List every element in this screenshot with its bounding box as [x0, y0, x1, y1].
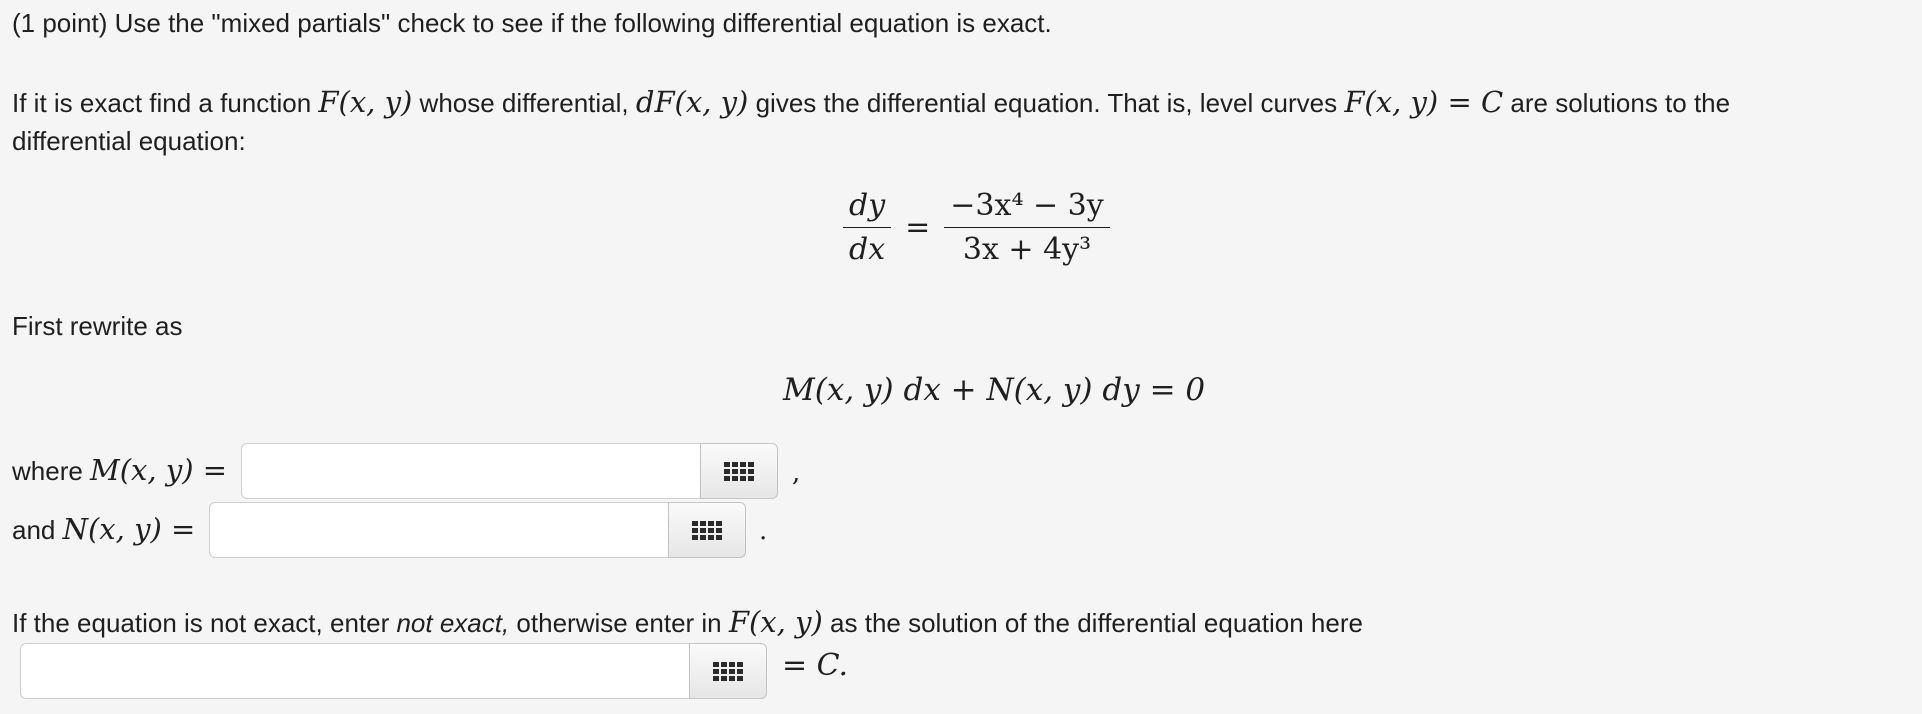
- problem-intro: (1 point) Use the "mixed partials" check to see if the following differential equation is exact.: [12, 8, 1052, 38]
- lhs-fraction: $\frac{dy}{dx}$: [843, 188, 891, 267]
- n-equation-editor-button[interactable]: [668, 502, 746, 558]
- m-equation-editor-button[interactable]: [700, 443, 778, 499]
- keyboard-grid-icon: [692, 521, 722, 540]
- problem-description-cont: differential equation:: [12, 126, 246, 156]
- f-input[interactable]: [20, 643, 689, 699]
- math-F: F(x, y): [318, 85, 413, 119]
- rhs-fraction: $\frac{\text{−3x⁴ − 3y}}{\text{3x + 4y³}}$: [944, 188, 1109, 267]
- f-input-group: [20, 643, 767, 701]
- f-suffix: = C.: [782, 648, 849, 683]
- m-suffix: ,: [792, 458, 801, 488]
- differential-equation: $\frac{dy}{dx}$ = $\frac{\text{−3x⁴ − 3y}}{\text{3x + 4y³}}$: [843, 188, 1110, 267]
- m-label: where M(x, y) =: [12, 453, 228, 487]
- math-level-curve: F(x, y) = C: [1344, 85, 1504, 119]
- n-input-group: [209, 502, 746, 560]
- m-input[interactable]: [241, 443, 700, 499]
- n-input[interactable]: [209, 502, 668, 558]
- n-label: and N(x, y) =: [12, 512, 196, 546]
- keyboard-grid-icon: [713, 662, 743, 681]
- keyboard-grid-icon: [724, 462, 754, 481]
- math-dF: dF(x, y): [635, 85, 749, 119]
- final-instruction: If the equation is not exact, enter not exact, otherwise enter in F(x, y) as the solution of the differential equation here: [12, 605, 1363, 639]
- m-input-group: [241, 443, 778, 501]
- rewrite-label: First rewrite as: [12, 311, 183, 341]
- rewrite-equation: M(x, y) dx + N(x, y) dy = 0: [783, 372, 1206, 408]
- problem-description: If it is exact find a function F(x, y) whose differential, dF(x, y) gives the differential equation. That is, level curves F(x, y) = C are solutions to the: [12, 85, 1731, 119]
- f-equation-editor-button[interactable]: [689, 643, 767, 699]
- n-suffix: .: [759, 516, 768, 546]
